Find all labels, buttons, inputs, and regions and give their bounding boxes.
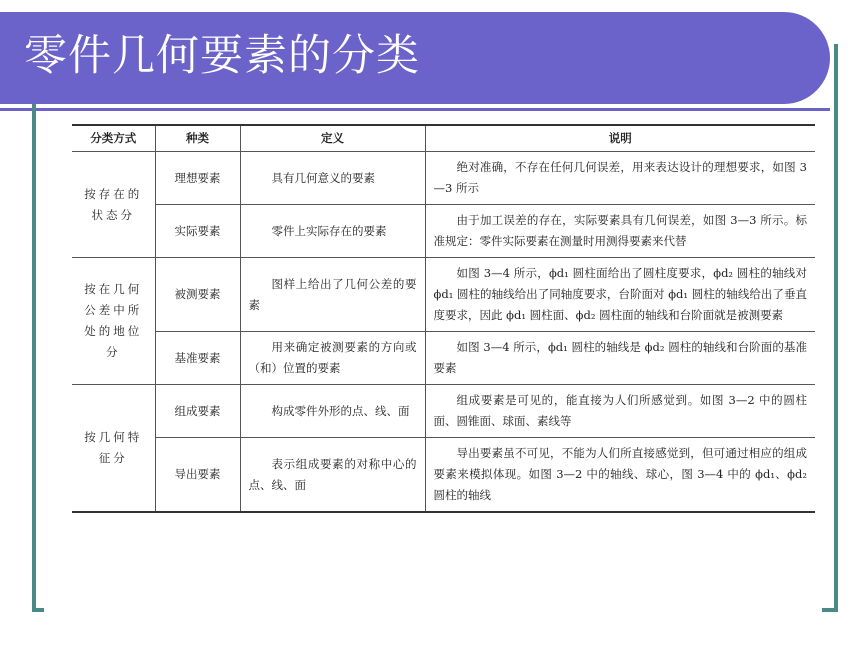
type-cell: 理想要素 [155,152,240,205]
table-row [72,205,815,258]
definition-cell: 构成零件外形的点、线、面 [240,385,425,438]
definition-cell: 用来确定被测要素的方向或（和）位置的要素 [240,332,425,385]
header-method: 分类方式 [72,125,155,152]
table-row [72,152,815,205]
definition-cell: 图样上给出了几何公差的要素 [240,258,425,332]
method-cell: 按存在的状态分 [72,152,155,258]
table-row [72,385,815,438]
type-cell: 实际要素 [155,205,240,258]
table-row [72,332,815,385]
table-header-row [72,125,815,152]
type-cell: 基准要素 [155,332,240,385]
title-underline [0,108,830,111]
method-cell: 按几何特征分 [72,385,155,513]
header-definition: 定义 [240,125,425,152]
type-cell: 组成要素 [155,385,240,438]
frame-border-right [834,44,838,612]
description-cell: 如图 3—4 所示，ϕd₁ 圆柱面给出了圆柱度要求，ϕd₂ 圆柱的轴线对 ϕd₁ 圆柱的轴线给出了同轴度要求，台阶面对 ϕd₁ 圆柱的轴线给出了垂直度要求，因此 ϕd₁ 圆柱面、ϕd₂ 圆柱面的轴线和台阶面就是被测要素 [425,258,815,332]
frame-corner-right [822,608,838,612]
type-cell: 导出要素 [155,438,240,513]
slide-title: 零件几何要素的分类 [24,31,420,81]
header-type: 种类 [155,125,240,152]
frame-border-left [32,104,36,612]
description-cell: 导出要素虽不可见，不能为人们所直接感觉到，但可通过相应的组成要素来模拟体现。如图 3—2 中的轴线、球心，图 3—4 中的 ϕd₁、ϕd₂ 圆柱的轴线 [425,438,815,513]
description-cell: 由于加工误差的存在，实际要素具有几何误差，如图 3—3 所示。标准规定：零件实际要素在测量时用测得要素来代替 [425,205,815,258]
description-cell: 如图 3—4 所示，ϕd₁ 圆柱的轴线是 ϕd₂ 圆柱的轴线和台阶面的基准要素 [425,332,815,385]
table-row [72,438,815,513]
definition-cell: 表示组成要素的对称中心的点、线、面 [240,438,425,513]
frame-corner-left [32,608,44,612]
classification-table [72,124,815,513]
header-description: 说明 [425,125,815,152]
definition-cell: 具有几何意义的要素 [240,152,425,205]
type-cell: 被测要素 [155,258,240,332]
description-cell: 绝对准确，不存在任何几何误差，用来表达设计的理想要求，如图 3—3 所示 [425,152,815,205]
table-row [72,258,815,332]
description-cell: 组成要素是可见的，能直接为人们所感觉到。如图 3—2 中的圆柱面、圆锥面、球面、素线等 [425,385,815,438]
method-cell: 按在几何公差中所处的地位分 [72,258,155,385]
definition-cell: 零件上实际存在的要素 [240,205,425,258]
